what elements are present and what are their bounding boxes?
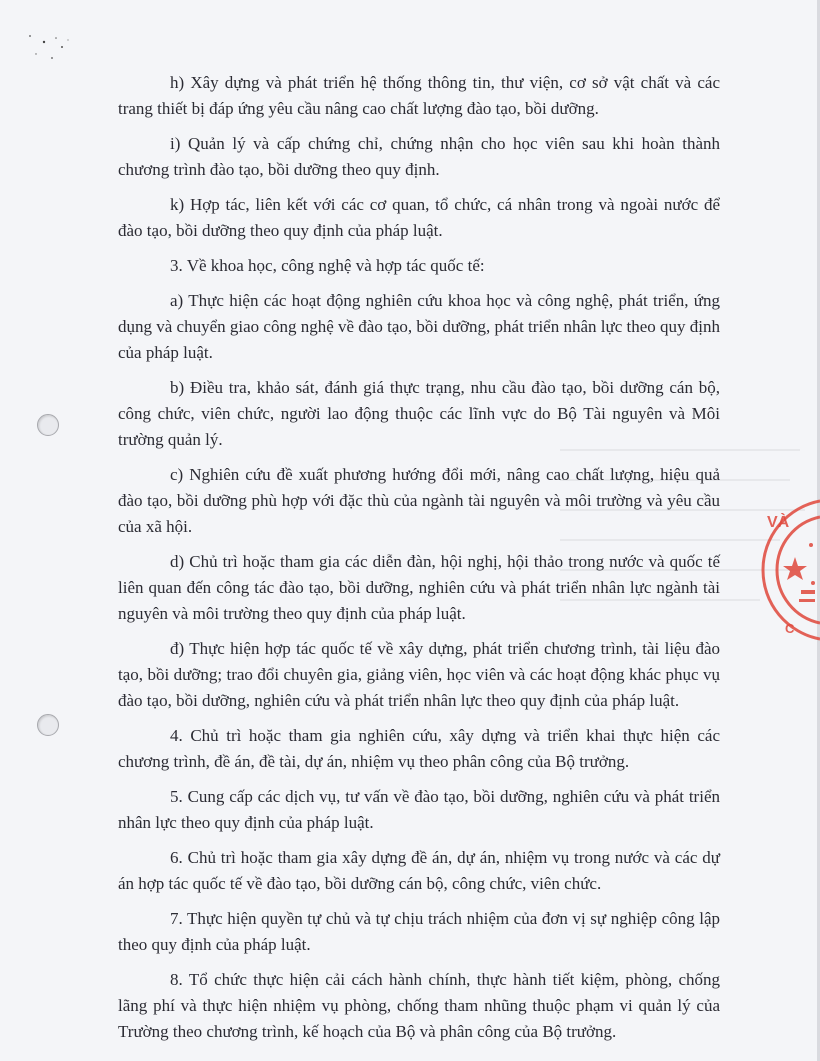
red-seal-stamp [755, 495, 820, 645]
paragraph-4: 4. Chủ trì hoặc tham gia nghiên cứu, xây dựng và triển khai thực hiện các chương trình, đề án, đề tài, dự án, nhiệm vụ theo phân công của Bộ trưởng. [118, 726, 720, 771]
svg-text:C: C [785, 621, 795, 636]
paragraph-3d: d) Chủ trì hoặc tham gia các diễn đàn, hội nghị, hội thảo trong nước và quốc tế liên quan đến công tác đào tạo, bồi dưỡng, nghiên cứu và phát triển nhân lực ngành tài nguyên và môi trường theo quy định của pháp luật. [118, 552, 720, 623]
paragraph-k: k) Hợp tác, liên kết với các cơ quan, tổ chức, cá nhân trong và ngoài nước để đào tạo, bồi dưỡng theo quy định của pháp luật. [118, 195, 720, 240]
paragraph-i: i) Quản lý và cấp chứng chỉ, chứng nhận cho học viên sau khi hoàn thành chương trình đào tạo, bồi dưỡng theo quy định. [118, 134, 720, 179]
paragraph-3c: c) Nghiên cứu đề xuất phương hướng đổi mới, nâng cao chất lượng, hiệu quả đào tạo, bồi dưỡng phù hợp với đặc thù của ngành tài nguyên và môi trường và yêu cầu của xã hội. [118, 465, 720, 536]
paragraph-8: 8. Tổ chức thực hiện cải cách hành chính, thực hành tiết kiệm, phòng, chống lãng phí và thực hiện nhiệm vụ phòng, chống tham nhũng thuộc phạm vi quản lý của Trường theo chương trình, kế hoạch của Bộ và phân công của Bộ trưởng. [118, 970, 720, 1041]
punch-hole-top [37, 414, 59, 436]
seal-text: VÀ [767, 514, 790, 531]
paragraph-7: 7. Thực hiện quyền tự chủ và tự chịu trách nhiệm của đơn vị sự nghiệp công lập theo quy định của pháp luật. [118, 909, 720, 954]
paragraph-h: h) Xây dựng và phát triển hệ thống thông tin, thư viện, cơ sở vật chất và các trang thiết bị đáp ứng yêu cầu nâng cao chất lượng đào tạo, bồi dưỡng. [118, 73, 720, 118]
paragraph-3dd: đ) Thực hiện hợp tác quốc tế về xây dựng, phát triển chương trình, tài liệu đào tạo, bồi dưỡng; trao đổi chuyên gia, giảng viên, học viên và các hoạt động khác phục vụ đào tạo, bồi dưỡng, nghiên cứu và phát triển nhân lực theo quy định của pháp luật. [118, 639, 720, 710]
paragraph-3b: b) Điều tra, khảo sát, đánh giá thực trạng, nhu cầu đào tạo, bồi dưỡng cán bộ, công chức, viên chức, người lao động thuộc các lĩnh vực do Bộ Tài nguyên và Môi trường quản lý. [118, 378, 720, 449]
document-body [118, 70, 720, 1054]
paragraph-6: 6. Chủ trì hoặc tham gia xây dựng đề án, dự án, nhiệm vụ trong nước và các dự án hợp tác quốc tế về đào tạo, bồi dưỡng cán bộ, công chức, viên chức. [118, 848, 720, 893]
paragraph-5: 5. Cung cấp các dịch vụ, tư vấn về đào tạo, bồi dưỡng, nghiên cứu và phát triển nhân lực theo quy định của pháp luật. [118, 787, 720, 832]
punch-hole-bottom [37, 714, 59, 736]
section-heading-3: 3. Về khoa học, công nghệ và hợp tác quốc tế: [170, 256, 485, 275]
paragraph-3a: a) Thực hiện các hoạt động nghiên cứu khoa học và công nghệ, phát triển, ứng dụng và chuyển giao công nghệ về đào tạo, bồi dưỡng, phát triển nhân lực theo quy định của pháp luật. [118, 291, 720, 362]
scan-specks [22, 30, 82, 70]
